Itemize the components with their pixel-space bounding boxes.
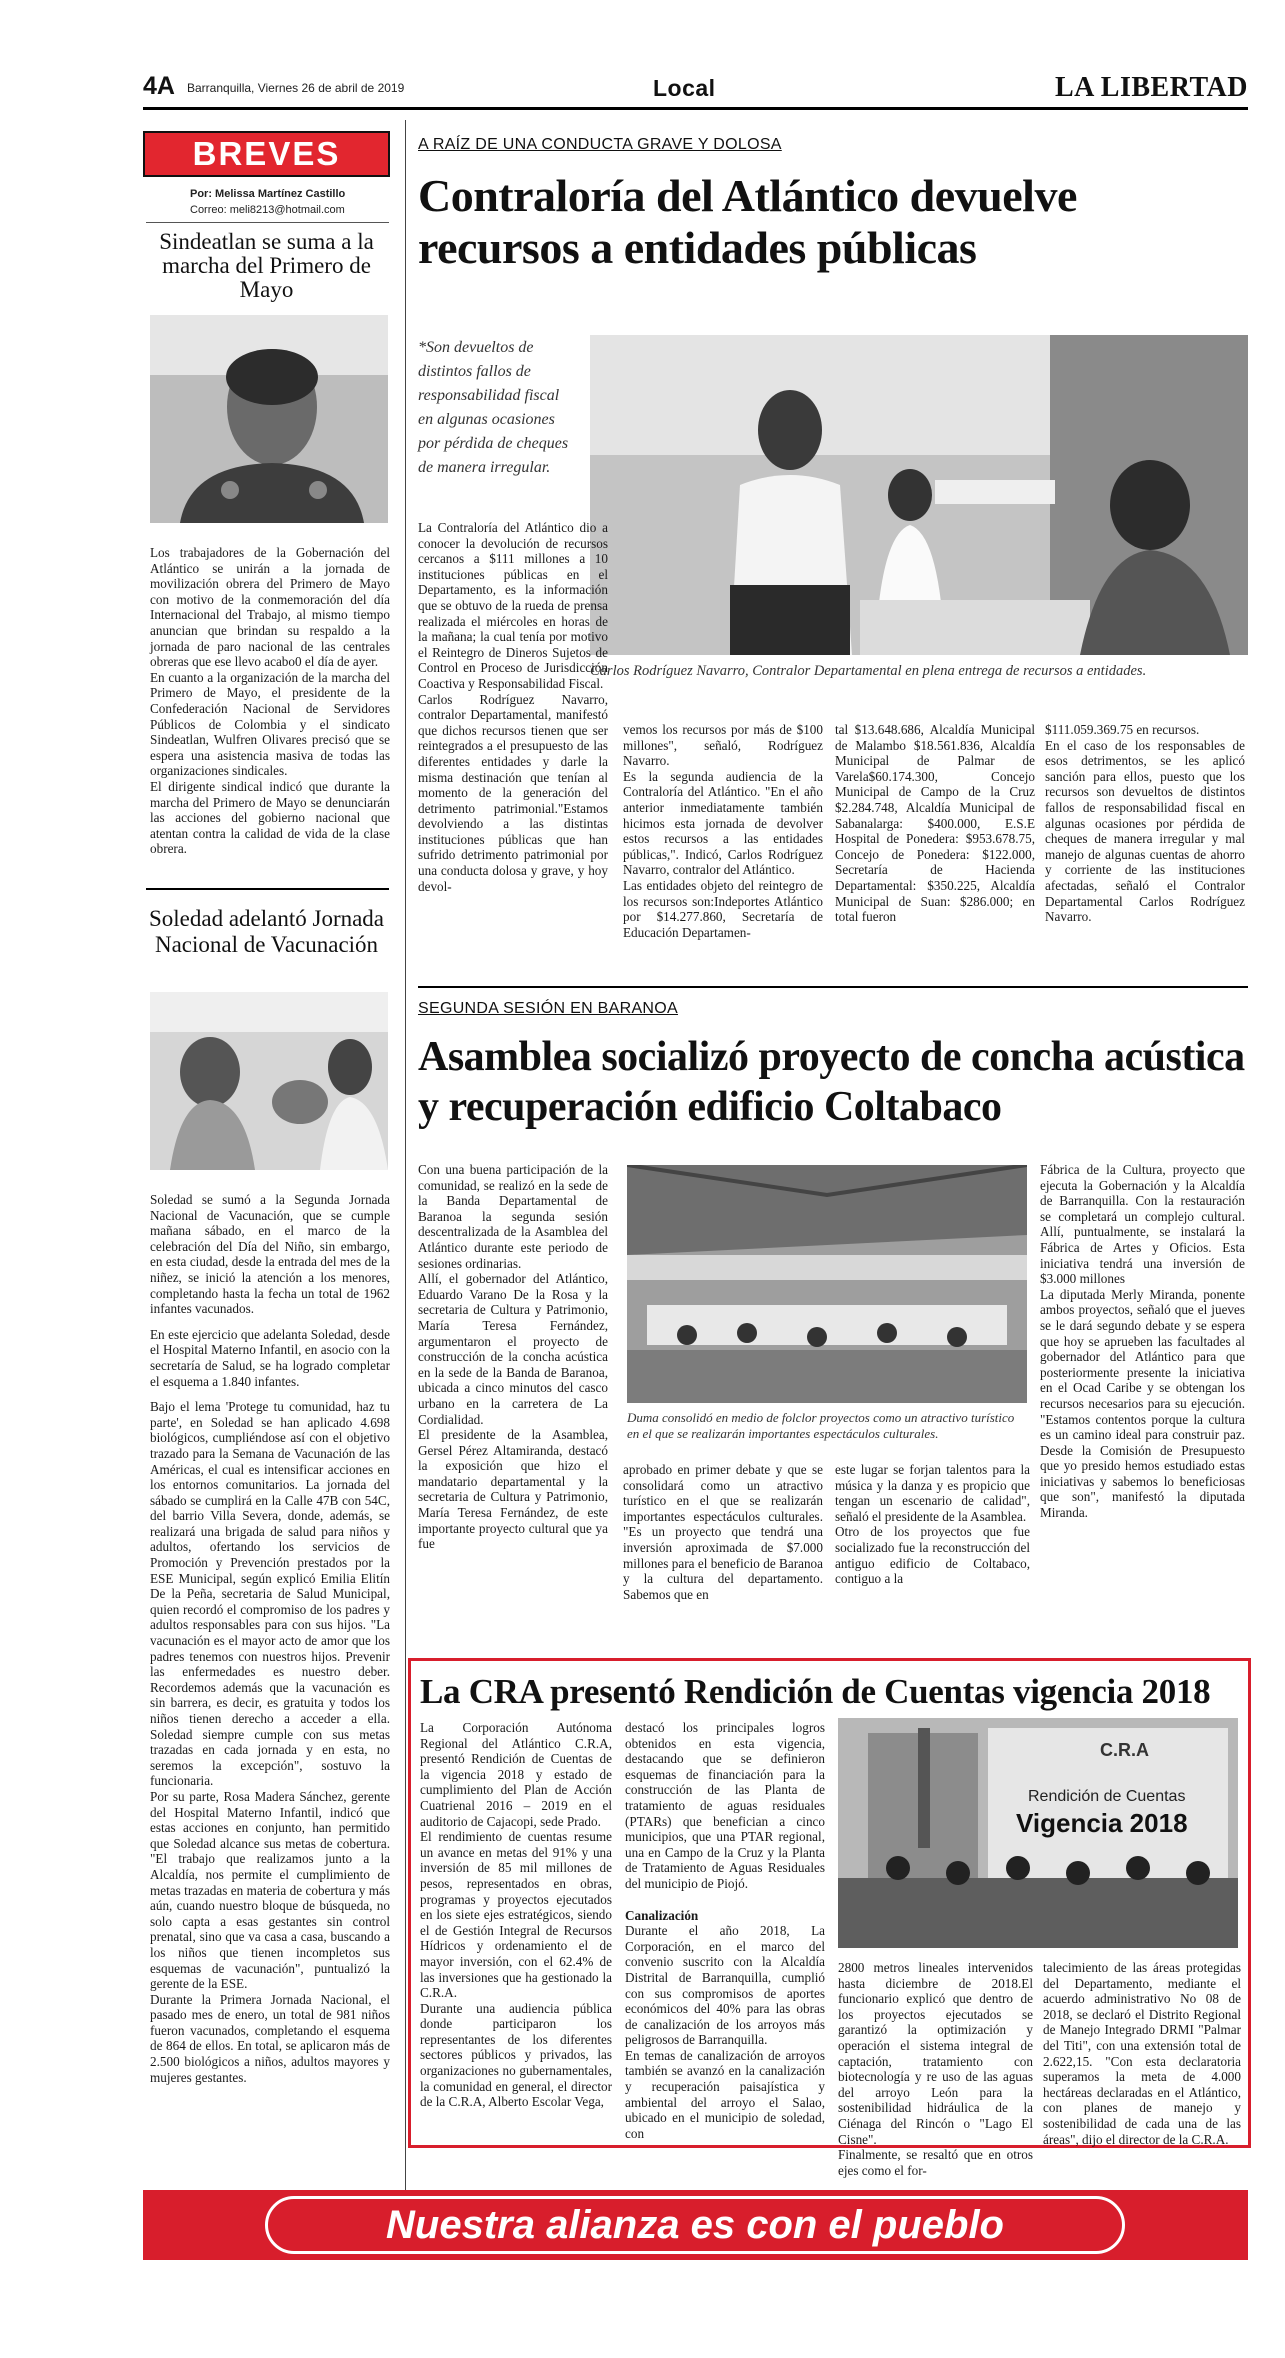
brief2-photo [150,992,388,1170]
article2-kicker: SEGUNDA SESIÓN EN BARANOA [418,1000,679,1017]
article1-headline: Contraloría del Atlántico devuelve recursos a entidades públicas [418,170,1077,273]
brief1-p3: El dirigente sindical indicó que durante la marcha del Primero de Mayo se denunciarán las acciones del gobierno nacional que atentan contra la calidad de vida de la clase obrera. [150,778,390,857]
article1-caption: Carlos Rodríguez Navarro, Contralor Departamental en plena entrega de recursos a entidades. [590,663,1147,679]
slogan-pill [265,2196,1125,2254]
article3-col1: La Corporación Autónoma Regional del Atlántico C.R.A, presentó Rendición de Cuentas de la vigencia 2018 y estado de cumplimiento del Plan de Acción Cuatrienal 2016 – 2019 en el auditorio de Cajacopi, sede Prado. El rendimiento de cuentas resume un avance en metas del 91% y una inversión de 85 mil millones de pesos, representados en obras, programas y proyectos ejecutados en los siete ejes estratégicos, siendo el de Gestión Integral de Recursos Hídricos y ordenamiento el de mayor inversión, con el 62.4% de las inversiones que ha gestionado la C.R.A. Durante una audiencia pública donde participaron los representantes de los diferentes sectores públicos y privados, las organizaciones no gubernamentales, la comunidad en general, el director de la C.R.A, Alberto Escolar Vega, [420,1720,612,2110]
man-portrait-photo [150,315,388,523]
page-header [143,72,1248,106]
sidebar-column-rule [405,120,406,2200]
date-line: Barranquilla, Viernes 26 de abril de 2019 [187,81,405,95]
photo-logo: C.R.A [1100,1740,1149,1760]
brief1-p2: En cuanto a la organización de la marcha del Primero de Mayo, el presidente de la Confederación Nacional de Servidores Públicos de Colombia y el sindicato Sindeatlan, Wulfren Olivares precisó que se espera una asistencia masiva de todas las organizaciones sindicales. [150,669,390,779]
photo-banner-text2: Vigencia 2018 [1016,1808,1188,1838]
article3-col2 [625,1720,825,2141]
brief2-text [150,1192,390,2085]
brief2-p3: Bajo el lema 'Protege tu comunidad, haz tu parte', en Soledad se han aplicado 4.698 biológicos, cumpliéndose así con el objetivo trazado para la Semana de Vacunación de las Américas, el cual es intensificar acciones en los entornos comunitarios. La jornada del sábado se cumplirá en la Calle 47B con 54C, del barrio Villa Severa, donde, además, se realizará una brigada de salud para niños y adultos, ofertando los servicios de Promoción y Prevención prestados por la ESE Municipal, según explicó Emilia Elitín De la Peña, secretaria de Salud Municipal, quien recordó el compromiso de los padres y adultos responsables para con sus hijos. "La vacunación es el mayor acto de amor que los padres tenemos con nuestros hijos. Prevenir las enfermedades es nuestro deber. Recordemos además que la vacunación es sin barrera, es decir, es gratuita y todos los niños tienen derecho a acceder a ella. Soledad siempre cumple con sus metas trazadas en cada jornada y en esta, no seremos la excepción", sostuvo la funcionaria. [150,1399,390,1789]
slogan-text: Nuestra alianza es con el pueblo [386,2203,1004,2247]
contralor-ceremony-photo [590,335,1248,655]
article2-photo [627,1165,1027,1403]
brief2-p2: En este ejercicio que adelanta Soledad, desde el Hospital Materno Infantil, en asocio con la secretaría de Salud, se ha logrado completar el esquema a 1.840 infantes. [150,1326,390,1389]
brief1-p1: Los trabajadores de la Gobernación del Atlántico se unirán a la jornada de movilización obrera del Primero de Mayo con motivo de la conmemoración del día Internacional del Trabajo, al mismo tiempo anuncian que brindan su respaldo a la jornada de paro nacional de las centrales obreras que ese llevo acabo0 el día de ayer. [150,545,390,670]
paper-name: LA LIBERTAD [1054,72,1248,103]
article3-col4: talecimiento de las áreas protegidas del Departamento, mediante el acuerdo administrativo No 08 de 2018, se declaró el Distrito Regional de Manejo Integrado DRMI "Palmar del Titi", con una extensión total de 2.622,15. "Con esta declaratoria superamos la meta de 4.000 hectáreas declaradas en el Atlántico, con planes de manejo y sostenibilidad de cada una de las áreas", dijo el director de la C.R.A. [1043,1960,1241,2147]
article3-col2-p1: destacó los principales logros obtenidos en esta vigencia, destacando que se definieron esquemas de financiación para la construcción de las Planta de tratamiento de aguas residuales (PTARs) que benefician a cinco municipios, que una PTAR regional, una en Campo de la Cruz y la Planta de Tratamiento de Aguas Residuales del municipio de Piojó. [625,1720,825,1891]
article3-subhead: Canalización [625,1907,699,1923]
header-rule [143,107,1248,110]
article2-col3: este lugar se forjan talentos para la música y la danza y es propicio que tengan un escenario de calidad", señaló el presidente de la Asamblea. Otro de los proyectos que fue socializado fue la reconstrucción del antiguo edificio de Coltabaco, contiguo a la [835,1462,1030,1587]
breves-label: BREVES [192,135,341,172]
brief2-p4: Por su parte, Rosa Madera Sánchez, gerente del Hospital Materno Infantil, indicó que estas acciones en conjunto, han permitido que Soledad alcance sus metas de cobertura. "El trabajo que realizamos junto a la Alcaldía, nos permite el cumplimiento de metas trazadas en materia de cobertura y más aún, cuando nuestro bloque de búsqueda, no solo capta a esas gestantes sin control prenatal, sino que va casa a casa, buscando a los niños que tienen incompletos sus esquemas de vacunación", puntualizó la gerente de la ESE. [150,1788,390,1992]
article3-headline: La CRA presentó Rendición de Cuentas vigencia 2018 [420,1672,1211,1711]
page-number: 4A [143,72,175,100]
byline: Por: Melissa Martínez Castillo [190,188,346,200]
article1-pullquote: *Son devueltos de distintos fallos de responsabilidad fiscal en algunas ocasiones por pérdida de cheques de manera irregular. [418,339,569,476]
brief2-title: Soledad adelantó Jornada Nacional de Vacunación [148,906,385,957]
byline-rule [146,222,389,223]
article1-col3: tal $13.648.686, Alcaldía Municipal de Malambo $18.561.836, Alcaldía Municipal de Palmar de Varela$60.174.300, Concejo Municipal de Campo de la Cruz $2.284.748, Alcaldía Municipal de Sabanalarga: $400.000, E.S.E Hospital de Ponedera: $953.678.75, Concejo de Ponedera: $122.000, Secretaría de Hacienda Departamental: $350.225, Alcaldía Municipal de Suan: $286.000; en total fueron [835,722,1035,925]
brief1-title: Sindeatlan se suma a la marcha del Primero de Mayo [159,229,374,302]
article1-divider [418,986,1248,988]
brief2-p1: Soledad se sumó a la Segunda Jornada Nacional de Vacunación, que se cumple mañana sábado, en el marco de la celebración del Día del Niño, sin embargo, en esta ciudad, desde la entrada del mes de la niñez, se inició la atención a los menores, completando hasta la fecha un total de 1962 infantes vacunados. [150,1192,390,1317]
article2-col1: Con una buena participación de la comunidad, se realizó en la sede de la Banda Departamental de Baranoa la segunda sesión descentralizada de la Asamblea del Atlántico durante este periodo de sesiones ordinarias. Allí, el gobernador del Atlántico, Eduardo Varano De la Rosa y la secretaria de Cultura y Patrimonio, María Teresa Fernández, argumentaron el proyecto de construcción de la concha acústica en la sede de la Banda de Baranoa, ubicada a cinco minutos del casco urbano en la carretera de La Cordialidad. El presidente de la Asamblea, Gersel Pérez Altamiranda, destacó la exposición que hizo el mandatario departamental y la secretaria de Cultura y Patrimonio, María Teresa Fernández, de este importante proyecto cultural que ya fue [418,1162,608,1552]
article3-col3: 2800 metros lineales intervenidos hasta diciembre de 2018.El funcionario explicó que dentro de los proyectos ejecutados se garantizó la optimización y operación el sistema integral de captación, tratamiento con biotecnología y re uso de las aguas del arroyo León para la sostenibilidad hidráulica de la Ciénaga del Rincón o "Lago El Cisne". Finalmente, se resaltó que en otros ejes como el for- [838,1960,1033,2178]
byline-email: Correo: meli8213@hotmail.com [190,204,345,216]
vaccination-photo [150,992,388,1170]
assembly-session-photo [627,1165,1027,1403]
article1-photo [590,335,1248,655]
section-title: Local [653,75,716,101]
article1-kicker: A RAÍZ DE UNA CONDUCTA GRAVE Y DOLOSA [418,136,782,153]
article2-col2: aprobado en primer debate y que se consolidará como un atractivo turístico en el que se realizarán importantes espectáculos culturales. "Es un proyecto que tendrá una inversión aproximada de $7.000 millones para el beneficio de Baranoa y la cultura del departamento. Sabemos que en [623,1462,823,1602]
article1-col2: vemos los recursos por más de $100 millones", señaló, Rodríguez Navarro. Es la segunda audiencia de la Contraloría del Atlántico. "En el año anterior inmediatamente también hicimos esta jornada de devolver estos recursos a las entidades públicas,". Indicó, Carlos Rodríguez Navarro, contralor del Atlántico. Las entidades objeto del reintegro de los recursos son:Indeportes Atlántico por $14.277.860, Secretaría de Educación Departamen- [623,722,823,940]
article3-col2-p2: Durante el año 2018, La Corporación, en el marco del convenio suscrito con la Alcaldía Distrital de Barranquilla, cumplió con sus compromisos de aportes económicos del 40% para las obras de canalización de los arroyos más peligrosos de Barranquilla. En temas de canalización de arroyos también se avanzó en la canalización y recuperación paisajística y ambiental del arroyo el Salao, ubicado en el municipio de soledad, con [625,1923,825,2141]
article1-col1: La Contraloría del Atlántico dio a conocer la devolución de recursos cercanos a $111 millones a 10 instituciones públicas en el Departamento, es la información que se obtuvo de la rueda de prensa realizada el miércoles en horas de la mañana; la cual tenía por motivo el Reintegro de Dineros Sujetos de Control en Proceso de Jurisdicción Coactiva y Responsabilidad Fiscal. Carlos Rodríguez Navarro, contralor Departamental, manifestó que dichos recursos tienen que ser reintegrados a el presupuesto de las diferentes entidades y darle la misma destinación que tenían al momento de la generación del detrimento patrimonial."Estamos devolviendo a las distintas instituciones públicas que han sufrido detrimento patrimonial por una conducta dolosa y grave, y hoy devol- [418,520,608,894]
brief2-p5: Durante la Primera Jornada Nacional, el pasado mes de enero, un total de 981 niños fueron vacunados, completando el esquema de 864 de ellos. En total, se aplicaron más de 2.500 biológicos a niños, adultos mayores y mujeres gestantes. [150,1991,390,2085]
photo-banner-text1: Rendición de Cuentas [1028,1788,1186,1805]
brief-divider [146,888,389,890]
breves-banner [143,131,390,177]
brief1-text [150,545,390,857]
article2-caption: Duma consolidó en medio de folclor proyectos como un atractivo turístico en el que se realizarán importantes espectáculos culturales. [627,1410,1015,1441]
article2-col4: Fábrica de la Cultura, proyecto que ejecuta la Gobernación y la Alcaldía de Barranquilla. Con la restauración se completará un complejo cultural. Allí, puntualmente, se instalará la Fábrica de Artes y Oficios. Esta iniciativa tendrá una inversión de $3.000 millones La diputada Merly Miranda, ponente ambos proyectos, señaló que el jueves se le dará segundo debate y se espera que hoy se aprueben las facultades al gobernador del Atlántico para que posteriormente presente la iniciativa en el Ocad Caribe y se obtengan los recursos necesarios para su ejecución. "Estamos contentos porque la cultura es un camino ideal para construir paz. Desde la Comisión de Presupuesto que yo presido hemos estudiado estas iniciativas y sabemos lo beneficiosas que son", manifestó la diputada Miranda. [1040,1162,1245,1521]
brief1-photo [150,315,388,523]
article2-headline: Asamblea socializó proyecto de concha acústica y recuperación edificio Coltabaco [418,1034,1245,1130]
article1-col4: $111.059.369.75 en recursos. En el caso de los responsables de esos detrimentos, se les aplicó sanción para ellos, puesto que los recursos son devueltos de distintos fallos de responsabilidad fiscal en algunas ocasiones por pérdida de cheques de manera irregular y mal manejo de algunas cuentas de ahorro y corriente de las instituciones afectadas, señaló el Contralor Departamental Carlos Rodríguez Navarro. [1045,722,1245,925]
article3-photo [838,1718,1238,1948]
